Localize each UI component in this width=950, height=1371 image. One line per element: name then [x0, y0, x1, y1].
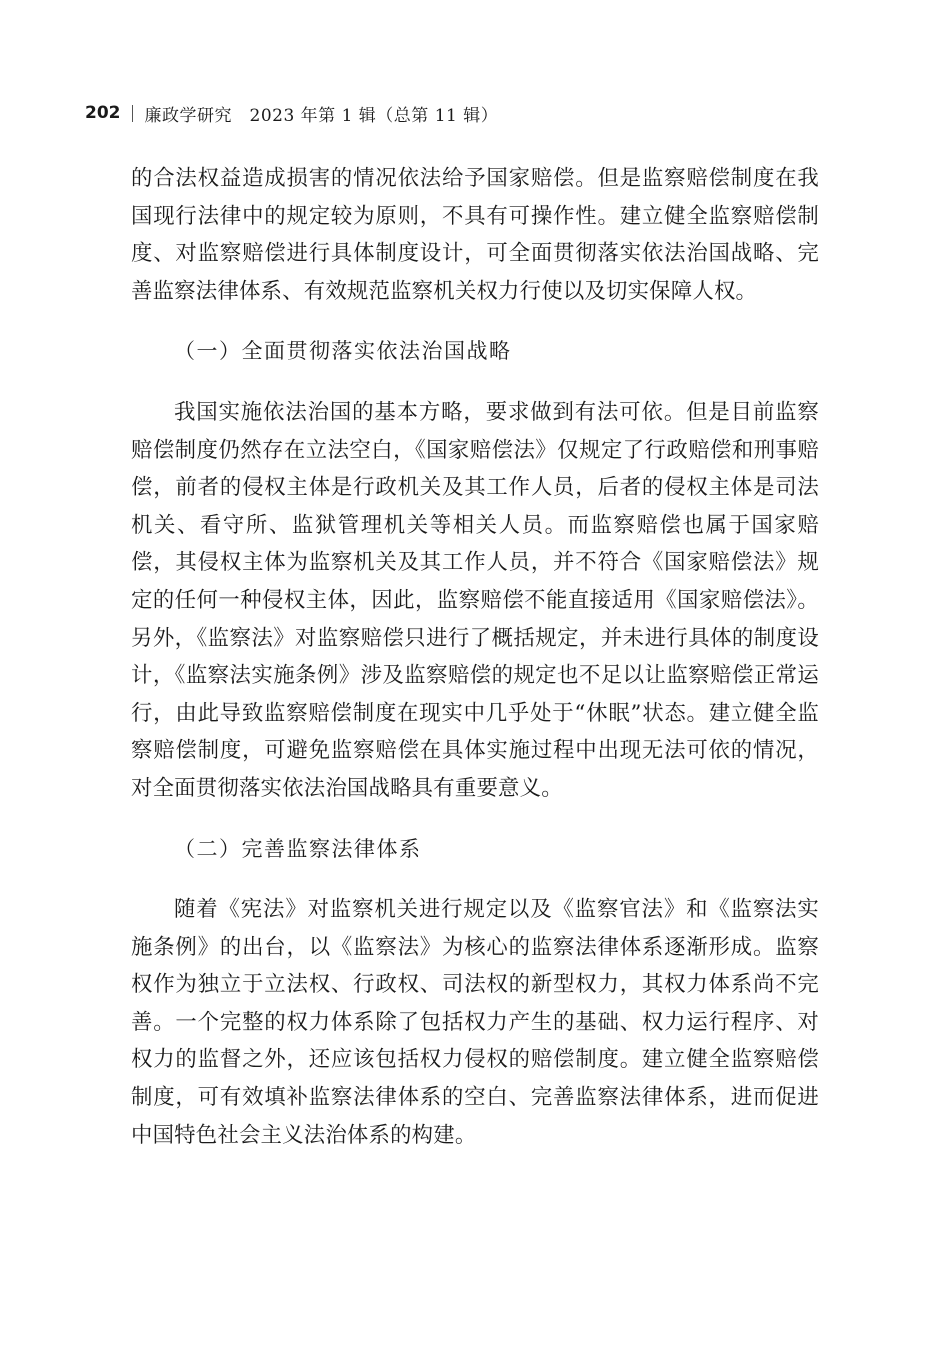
spacer: [131, 868, 819, 891]
running-header: [85, 100, 498, 126]
paragraph-1: 我国实施依法治国的基本方略，要求做到有法可依。但是目前监察赔偿制度仍然存在立法空白，《国家赔偿法》仅规定了行政赔偿和刑事赔偿，前者的侵权主体是行政机关及其工作人员，后者的侵权主体是司法机关、看守所、监狱管理机关等相关人员。而监察赔偿也属于国家赔偿，其侵权主体为监察机关及其工作人员，并不符合《国家赔偿法》规定的任何一种侵权主体，因此，监察赔偿不能直接适用《国家赔偿法》。另外，《监察法》对监察赔偿只进行了概括规定，并未进行具体的制度设计，《监察法实施条例》涉及监察赔偿的规定也不足以让监察赔偿正常运行，由此导致监察赔偿制度在现实中几乎处于“休眠”状态。建立健全监察赔偿制度，可避免监察赔偿在具体实施过程中出现无法可依的情况，对全面贯彻落实依法治国战略具有重要意义。: [131, 399, 819, 801]
header-separator: [132, 105, 133, 122]
page-number: 202: [85, 103, 121, 123]
paragraph-2: 随着《宪法》对监察机关进行规定以及《监察官法》和《监察法实施条例》的出台，以《监察法》为核心的监察法律体系逐渐形成。监察权作为独立于立法权、行政权、司法权的新型权力，其权力体系尚不完善。一个完整的权力体系除了包括权力产生的基础、权力运行程序、对权力的监督之外，还应该包括权力侵权的赔偿制度。建立健全监察赔偿制度，可有效填补监察法律体系的空白、完善监察法律体系，进而促进中国特色社会主义法治体系的构建。: [131, 897, 819, 1148]
spacer: [131, 310, 819, 333]
section-heading-2: （二）完善监察法律体系: [174, 836, 422, 861]
section-heading-1: （一）全面贯彻落实依法治国战略: [174, 339, 512, 364]
spacer: [131, 808, 819, 831]
spacer: [131, 371, 819, 394]
paragraph-intro: 的合法权益造成损害的情况依法给予国家赔偿。但是监察赔偿制度在我国现行法律中的规定较为原则，不具有可操作性。建立健全监察赔偿制度、对监察赔偿进行具体制度设计，可全面贯彻落实依法治国战略、完善监察法律体系、有效规范监察机关权力行使以及切实保障人权。: [131, 166, 819, 304]
journal-title: 廉政学研究 2023 年第 1 辑（总第 11 辑）: [144, 105, 499, 126]
body-text: [131, 160, 819, 1154]
